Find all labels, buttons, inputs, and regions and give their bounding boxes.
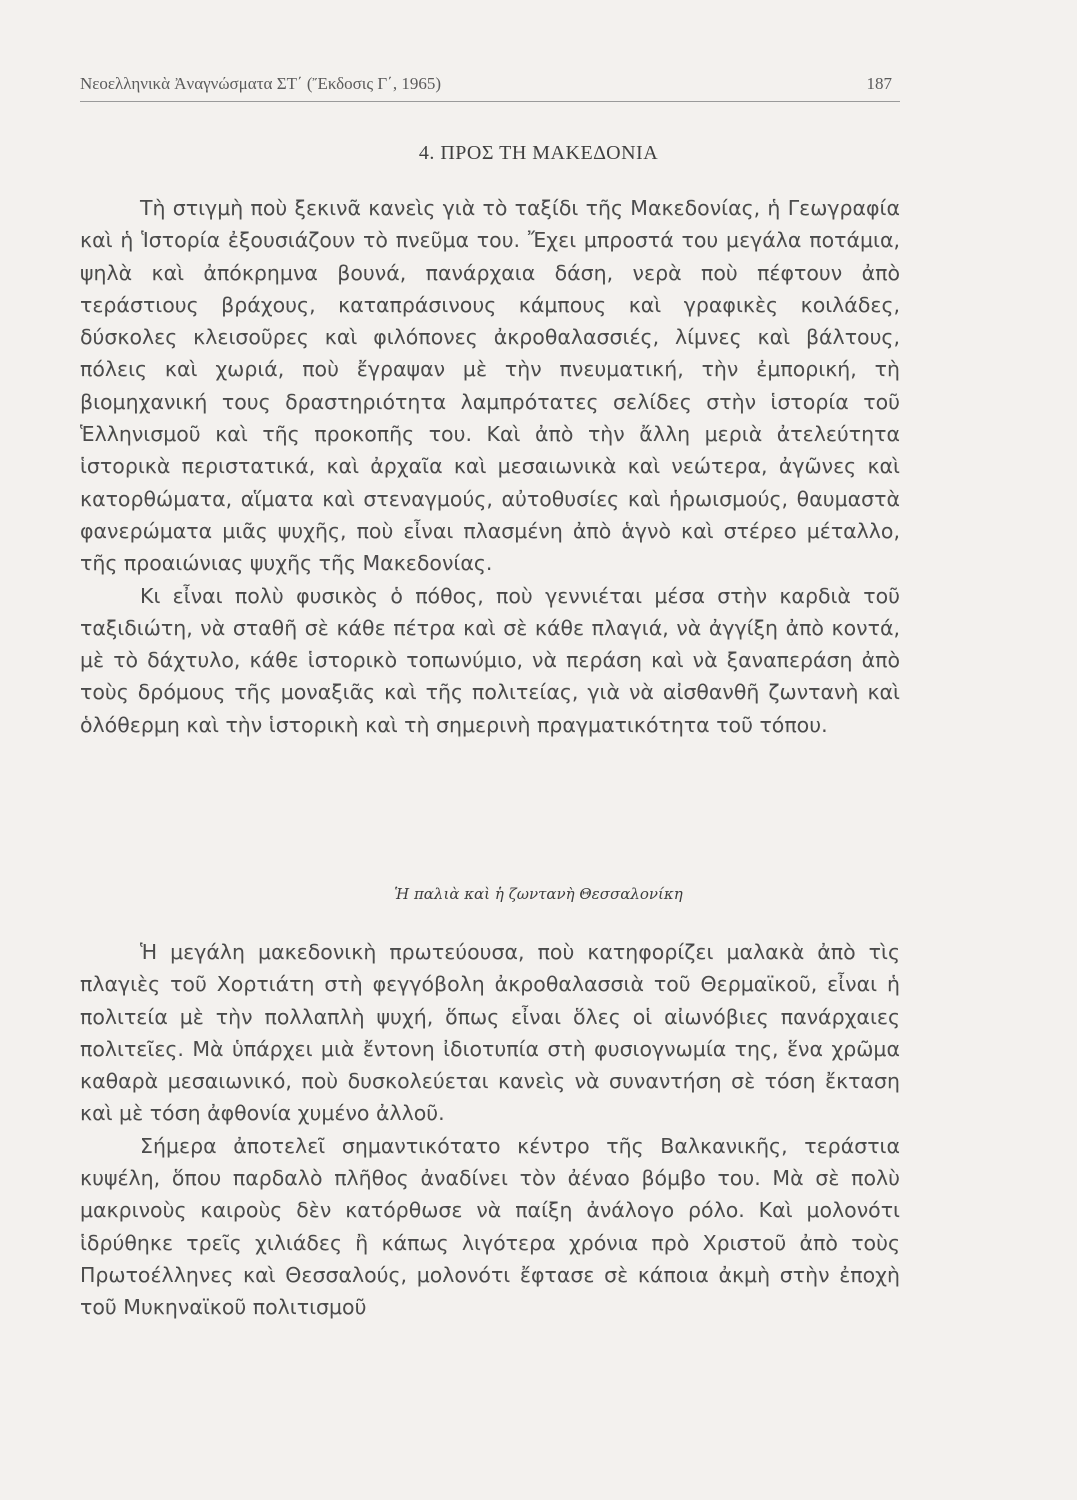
paragraph: Σήμερα ἀποτελεῖ σημαντικότατο κέντρο τῆς Βαλκανικῆς, τεράστια κυψέλη, ὅπου παρδαλὸ πλῆθος ἀναδίνει τὸν ἀέναο βόμβο του. Μὰ σὲ πολὺ μακρινοὺς καιροὺς δὲν κατόρθωσε νὰ παίξη ἀνάλογο ρόλο. Καὶ μολονότι ἱδρύθηκε τρεῖς χιλιάδες ἢ κάπως λιγότερα χρόνια πρὸ Χριστοῦ ἀπὸ τοὺς Πρωτοέλληνες καὶ Θεσσαλούς, μολονότι ἔφτασε σὲ κάποια ἀκμὴ στὴν ἐποχὴ τοῦ Μυκηναϊκοῦ πολιτισμοῦ (80, 1133, 900, 1320)
section-heading: Ἡ παλιὰ καὶ ἡ ζωντανὴ Θεσσαλονίκη (394, 885, 683, 903)
chapter-title: 4. ΠΡΟΣ ΤΗ ΜΑΚΕΔΟΝΙΑ (418, 142, 659, 164)
header-rule (80, 101, 900, 102)
paragraph: Τὴ στιγμὴ ποὺ ξεκινᾶ κανεὶς γιὰ τὸ ταξίδι τῆς Μακεδονίας, ἡ Γεωγραφία καὶ ἡ Ἱστορία ἐξουσιάζουν τὸ πνεῦμα του. Ἔχει μπροστά του μεγάλα ποτάμια, ψηλὰ καὶ ἀπόκρημνα βουνά, πανάρχαια δάση, νερὰ ποὺ πέφτουν ἀπὸ τεράστιους βράχους, καταπράσινους κάμπους καὶ γραφικὲς κοιλάδες, δύσκολες κλεισοῦρες καὶ φιλόπονες ἀκροθαλασσιές, λίμνες καὶ βάλτους, πόλεις καὶ χωριά, ποὺ ἔγραψαν μὲ τὴν πνευματική, τὴν ἐμπορική, τὴ βιομηχανική τους δραστηριότητα λαμπρότατες σελίδες στὴν ἱστορία τοῦ Ἑλληνισμοῦ καὶ τῆς προκοπῆς του. Καὶ ἀπὸ τὴν ἄλλη μεριὰ ἀτελεύτητα ἱστορικὰ περιστατικά, καὶ ἀρχαῖα καὶ μεσαιωνικὰ καὶ νεώτερα, ἀγῶνες καὶ κατορθώματα, αἵματα καὶ στεναγμούς, αὐτοθυσίες καὶ ἡρωισμούς, θαυμαστὰ φανερώματα μιᾶς ψυχῆς, ποὺ εἶναι πλασμένη ἀπὸ ἁγνὸ καὶ στέρεο μέταλλο, τῆς προαιώνιας ψυχῆς τῆς Μακεδονίας. (80, 196, 900, 576)
running-title: Νεοελληνικὰ Ἀναγνώσματα ΣΤ΄ (Ἔκδοσις Γ΄, 1965) (80, 74, 441, 93)
section-1-text (80, 192, 900, 741)
paragraph: Κι εἶναι πολὺ φυσικὸς ὁ πόθος, ποὺ γεννιέται μέσα στὴν καρδιὰ τοῦ ταξιδιώτη, νὰ σταθῆ σὲ κάθε πέτρα καὶ σὲ κάθε πλαγιά, νὰ ἀγγίξη ἀπὸ κοντά, μὲ τὸ δάχτυλο, κάθε ἱστορικὸ τοπωνύμιο, νὰ περάση καὶ νὰ ξαναπεράση ἀπὸ τοὺς δρόμους τῆς μοναξιᾶς καὶ τῆς πολιτείας, γιὰ νὰ αἰσθανθῆ ζωντανὴ καὶ ὁλόθερμη καὶ τὴν ἱστορικὴ καὶ τὴ σημερινὴ πραγματικότητα τοῦ τόπου. (80, 583, 900, 737)
running-header (80, 68, 900, 96)
paragraph: Ἡ μεγάλη μακεδονικὴ πρωτεύουσα, ποὺ κατηφορίζει μαλακὰ ἀπὸ τὶς πλαγιὲς τοῦ Χορτιάτη στὴ φεγγόβολη ἀκροθαλασσιὰ τοῦ Θερμαϊκοῦ, εἶναι ἡ πολιτεία μὲ τὴν πολλαπλὴ ψυχή, ὅπως εἶναι ὅλες οἱ αἰωνόβιες πανάρχαιες πολιτεῖες. Μὰ ὑπάρχει μιὰ ἔντονη ἰδιοτυπία στὴ φυσιογνωμία της, ἕνα χρῶμα καθαρὰ μεσαιωνικό, ποὺ δυσκολεύεται κανεὶς νὰ συναντήση σὲ τόση ἔκταση καὶ μὲ τόση ἀφθονία χυμένο ἀλλοῦ. (80, 940, 900, 1126)
page-number: 187 (866, 74, 892, 93)
section-2-text (80, 936, 900, 1324)
